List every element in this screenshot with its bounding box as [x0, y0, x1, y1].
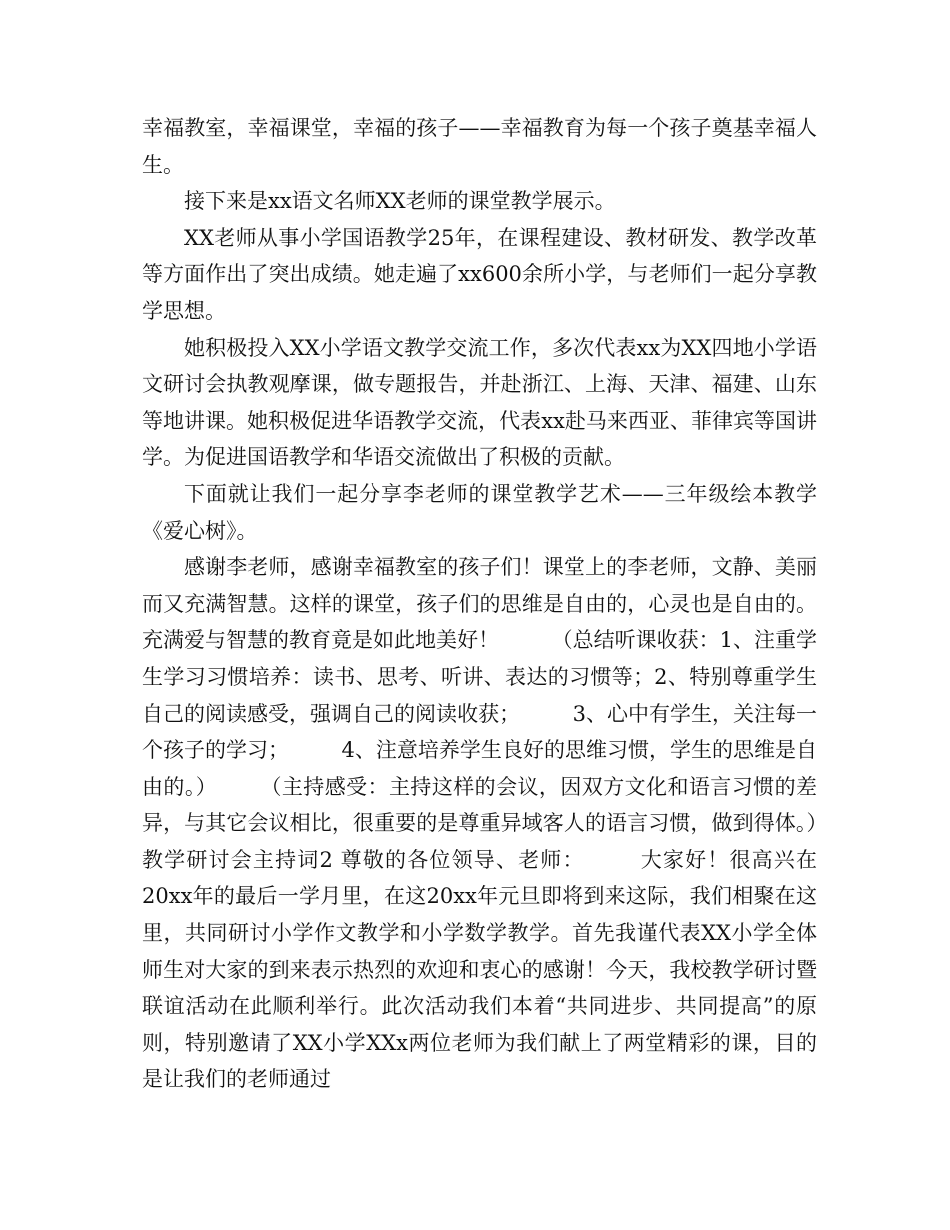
paragraph-1: 幸福教室，幸福课堂，幸福的孩子——幸福教育为每一个孩子奠基幸福人生。 [142, 116, 817, 177]
paragraph-5: 下面就让我们一起分享李老师的课堂教学艺术——三年级绘本教学《爱心树》。 [142, 481, 817, 543]
paragraph-2: 接下来是xx语文名师XX老师的课堂教学展示。 [184, 189, 616, 214]
paragraph-3: XX老师从事小学国语教学25年，在课程建设、教材研发、教学改革等方面作出了突出成绩。她走遍了xx600余所小学，与老师们一起分享教学思想。 [142, 225, 817, 323]
document-body [142, 110, 880, 1098]
paragraph-6: 感谢李老师，感谢幸福教室的孩子们！课堂上的李老师，文静、美丽而又充满智慧。这样的课堂，孩子们的思维是自由的，心灵也是自由的。充满爱与智慧的教育竟是如此地美好！ （总结听课收获：1、注重学生学习习惯培养：读书、思考、听讲、表达的习惯等；2、特别尊重学生自己的阅读感受，强调自己的阅读收获； 3、心中有学生，关注每一个孩子的学习； 4、注意培养学生良好的思维习惯，学生的思维是自由的。） （主持感受：主持这样的会议，因双方文化和语言习惯的差异，与其它会议相比，很重要的是尊重异域客人的语言习惯，做到得体。） 教学研讨会主持词2 尊敬的各位领导、老师： 大家好！很高兴在20xx年的最后一学月里，在这20xx年元旦即将到来这际，我们相聚在这里，共同研讨小学作文教学和小学数学教学。首先我谨代表XX小学全体师生对大家的到来表示热烈的欢迎和衷心的感谢！今天，我校教学研讨暨联谊活动在此顺利举行。此次活动我们本着“共同进步、共同提高”的原则，特别邀请了XX小学XXx两位老师为我们献上了两堂精彩的课，目的是让我们的老师通过 [142, 555, 880, 1092]
paragraph-4: 她积极投入XX小学语文教学交流工作，多次代表xx为XX四地小学语文研讨会执教观摩课，做专题报告，并赴浙江、上海、天津、福建、山东等地讲课。她积极促进华语教学交流，代表xx赴马来西亚、菲律宾等国讲学。为促进国语教学和华语交流做出了积极的贡献。 [142, 335, 817, 470]
